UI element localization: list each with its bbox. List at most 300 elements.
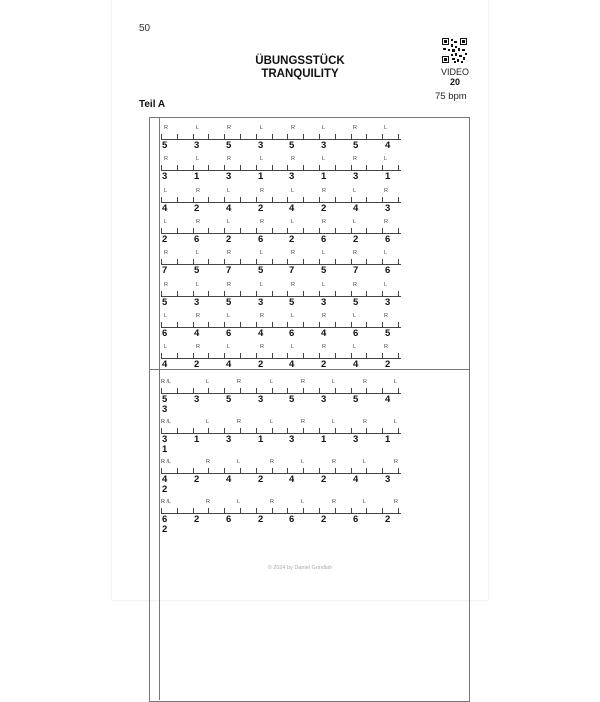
beat-tick [351, 197, 352, 203]
sticking-label: R [227, 125, 231, 131]
beat-tick [366, 134, 367, 140]
beat-tick [335, 468, 336, 474]
fret-number: 3 [226, 171, 232, 183]
sticking-label: L [384, 156, 388, 163]
fret-number: 2 [258, 474, 264, 485]
sticking-label: L [301, 499, 305, 505]
fret-number: 3 [194, 296, 200, 308]
sticking-label: L [206, 379, 210, 385]
fret-number: 3 [385, 202, 391, 214]
beat-tick [303, 388, 304, 394]
fret-number: 3 [162, 171, 168, 183]
sticking-label: R [260, 218, 264, 225]
fret-number: 3 [194, 140, 200, 151]
fret-number: 6 [194, 233, 200, 245]
sticking-label: R [164, 156, 168, 163]
sticking-label: R [353, 281, 357, 288]
beat-tick [398, 291, 399, 297]
sticking-label: R [394, 459, 398, 465]
sticking-label: L [237, 499, 241, 505]
fret-number: 4 [353, 202, 359, 214]
beat-tick [366, 508, 367, 514]
beat-tick [351, 508, 352, 514]
beat-tick [366, 165, 367, 171]
fret-number: 3 [321, 296, 327, 308]
beat-tick [351, 228, 352, 234]
beat-tick [335, 197, 336, 203]
beat-tick [256, 322, 257, 328]
beat-tick [208, 291, 209, 297]
fret-number: 3 [385, 474, 391, 485]
beat-tick [335, 291, 336, 297]
beat-tick [366, 353, 367, 359]
fret-number: 4 [194, 327, 200, 339]
fret-number: 5 [385, 327, 391, 339]
fret-number: 6 [353, 514, 359, 525]
beat-tick [177, 468, 178, 474]
fret-number: 6 [162, 514, 168, 525]
beat-tick [256, 134, 257, 140]
beat-tick [319, 197, 320, 203]
beat-tick [240, 134, 241, 140]
fret-number: 2 [321, 202, 327, 214]
beat-tick [398, 228, 399, 234]
fret-number: 4 [385, 394, 391, 405]
beat-tick [382, 353, 383, 359]
sticking-label: L [291, 312, 295, 319]
beat-tick [366, 197, 367, 203]
beat-tick [240, 353, 241, 359]
sticking-label: R [353, 250, 357, 257]
sticking-label: R /L [161, 459, 172, 465]
beat-tick [303, 165, 304, 171]
fret-number: 5 [353, 296, 359, 308]
sticking-label: L [260, 250, 264, 257]
fret-number: 3 [353, 171, 359, 183]
beat-tick [351, 165, 352, 171]
beat-tick [303, 291, 304, 297]
fret-number: 2 [321, 514, 327, 525]
fret-number: 4 [226, 474, 232, 485]
sticking-label: R [384, 312, 388, 319]
beat-tick [272, 197, 273, 203]
beat-tick [177, 353, 178, 359]
beat-tick [351, 259, 352, 265]
fret-number: 6 [289, 327, 295, 339]
fret-number: 4 [321, 327, 327, 339]
sticking-label: R [164, 125, 168, 131]
beat-tick [366, 259, 367, 265]
fret-number: 3 [194, 394, 200, 405]
beat-tick [256, 353, 257, 359]
fret-number: 4 [353, 359, 359, 371]
sticking-label: R [164, 250, 168, 257]
sticking-label: L [332, 379, 336, 385]
sticking-label: L [394, 419, 398, 425]
fret-number: 2 [321, 359, 327, 371]
beat-tick [272, 508, 273, 514]
fret-number: 4 [162, 202, 168, 214]
beat-tick [208, 165, 209, 171]
beat-tick [351, 428, 352, 434]
beat-tick [351, 322, 352, 328]
fret-number: 3 [162, 434, 168, 445]
sticking-label: R /L [161, 379, 172, 385]
sticking-label: R [301, 419, 305, 425]
sticking-label: L [206, 419, 210, 425]
fret-number: 2 [194, 514, 200, 525]
sticking-label: L [270, 379, 274, 385]
sticking-label: L [164, 312, 168, 319]
fret-number: 2 [194, 359, 200, 371]
beat-tick [177, 322, 178, 328]
fret-number: 2 [194, 474, 200, 485]
beat-tick [351, 353, 352, 359]
beat-tick [303, 468, 304, 474]
beat-tick [177, 228, 178, 234]
sticking-label: L [291, 218, 295, 225]
fret-number: 5 [289, 296, 295, 308]
fret-number: 6 [162, 327, 168, 339]
beat-tick [335, 259, 336, 265]
beat-tick [382, 428, 383, 434]
fret-number: 4 [385, 140, 391, 151]
sticking-label: L [291, 344, 295, 351]
beat-tick [303, 134, 304, 140]
fret-number: 2 [385, 359, 391, 371]
beat-tick [272, 134, 273, 140]
beat-tick [303, 428, 304, 434]
beat-tick [240, 508, 241, 514]
fret-number: 5 [226, 296, 232, 308]
page-number: 50 [139, 23, 151, 34]
fret-number: 7 [162, 265, 168, 277]
beat-tick [256, 468, 257, 474]
fret-number: 1 [321, 434, 327, 445]
sticking-label: L [260, 125, 264, 131]
beat-tick [256, 228, 257, 234]
fret-number: 7 [289, 265, 295, 277]
sticking-label: R /L [161, 499, 172, 505]
sticking-label: R [206, 459, 210, 465]
fret-number: 6 [226, 514, 232, 525]
fret-number: 3 [258, 296, 264, 308]
sticking-label: L [291, 187, 295, 194]
beat-tick [240, 468, 241, 474]
beat-tick [382, 134, 383, 140]
fret-number: 4 [353, 474, 359, 485]
beat-tick [351, 468, 352, 474]
fret-number: 4 [289, 474, 295, 485]
beat-tick [319, 134, 320, 140]
beat-tick [208, 197, 209, 203]
beat-tick [208, 259, 209, 265]
fret-number: 5 [289, 394, 295, 405]
beat-tick [398, 197, 399, 203]
sticking-label: L [237, 459, 241, 465]
sticking-label: R [363, 419, 367, 425]
beat-tick [398, 353, 399, 359]
sticking-label: L [384, 281, 388, 288]
sticking-label: R [227, 281, 231, 288]
beat-tick [272, 259, 273, 265]
fret-number: 4 [162, 474, 168, 485]
fret-number: 5 [321, 265, 327, 277]
sticking-label: R [384, 218, 388, 225]
fret-number: 6 [385, 265, 391, 277]
sticking-label: L [164, 218, 168, 225]
beat-tick [398, 388, 399, 394]
fret-number: 5 [226, 394, 232, 405]
beat-tick [335, 388, 336, 394]
beat-tick [366, 291, 367, 297]
sticking-label: R /L [161, 419, 172, 425]
beat-tick [208, 353, 209, 359]
fret-number: 2 [321, 474, 327, 485]
beat-tick [366, 388, 367, 394]
sticking-label: R [196, 344, 200, 351]
fret-number: 2 [385, 514, 391, 525]
fret-number: 3 [258, 394, 264, 405]
sticking-label: R [332, 459, 336, 465]
fret-number: 6 [289, 514, 295, 525]
fret-number: 5 [353, 394, 359, 405]
fret-number: 2 [194, 202, 200, 214]
fret-number: 6 [353, 327, 359, 339]
fret-number: 2 [258, 202, 264, 214]
beat-tick [240, 388, 241, 394]
video-label: VIDEO [440, 67, 469, 77]
beat-tick [319, 291, 320, 297]
fret-number: 1 [162, 444, 168, 455]
beat-tick [208, 428, 209, 434]
sticking-label: L [164, 187, 168, 194]
fret-number: 1 [258, 434, 264, 445]
beat-tick [272, 428, 273, 434]
frame-inner-line [159, 117, 160, 700]
sticking-label: R [164, 281, 168, 288]
fret-number: 2 [162, 233, 168, 245]
beat-tick [366, 228, 367, 234]
sticking-label: L [196, 125, 200, 131]
beat-tick [240, 197, 241, 203]
sticking-label: R [353, 125, 357, 131]
fret-number: 5 [162, 140, 168, 151]
sticking-label: L [394, 379, 398, 385]
sticking-label: L [353, 312, 357, 319]
fret-number: 6 [385, 233, 391, 245]
fret-number: 5 [353, 140, 359, 151]
sticking-label: R [291, 156, 295, 163]
beat-tick [366, 468, 367, 474]
beat-tick [366, 322, 367, 328]
sticking-label: L [260, 281, 264, 288]
fret-number: 5 [162, 296, 168, 308]
sticking-label: R [322, 344, 326, 351]
beat-tick [240, 259, 241, 265]
sticking-label: R [291, 250, 295, 257]
beat-tick [351, 388, 352, 394]
sticking-label: R [322, 312, 326, 319]
sticking-label: R [394, 499, 398, 505]
fret-number: 6 [226, 327, 232, 339]
fret-number: 4 [289, 359, 295, 371]
sticking-label: R [196, 312, 200, 319]
beat-tick [319, 468, 320, 474]
sticking-label: R [227, 156, 231, 163]
beat-tick [319, 228, 320, 234]
beat-tick [382, 508, 383, 514]
beat-tick [398, 508, 399, 514]
sticking-label: R [270, 459, 274, 465]
beat-tick [272, 353, 273, 359]
beat-tick [177, 134, 178, 140]
fret-number: 3 [321, 140, 327, 151]
piece-title-line2: TRANQUILITY [261, 68, 339, 80]
beat-tick [177, 388, 178, 394]
fret-number: 3 [289, 171, 295, 183]
beat-tick [240, 165, 241, 171]
beat-tick [382, 259, 383, 265]
beat-tick [319, 165, 320, 171]
beat-tick [177, 165, 178, 171]
beat-tick [256, 428, 257, 434]
sticking-label: L [227, 218, 231, 225]
beat-tick [256, 291, 257, 297]
fret-number: 4 [226, 359, 232, 371]
sticking-label: R [270, 499, 274, 505]
sticking-label: R [353, 156, 357, 163]
sticking-label: R [322, 187, 326, 194]
beat-tick [272, 388, 273, 394]
beat-tick [177, 508, 178, 514]
qr-code-icon[interactable] [441, 37, 468, 64]
video-number: 20 [449, 77, 460, 87]
sticking-label: L [363, 459, 367, 465]
beat-tick [240, 322, 241, 328]
beat-tick [177, 428, 178, 434]
beat-tick [240, 228, 241, 234]
beat-tick [382, 228, 383, 234]
sticking-label: L [164, 344, 168, 351]
fret-number: 2 [226, 233, 232, 245]
beat-tick [398, 428, 399, 434]
sticking-label: L [353, 187, 357, 194]
beat-tick [382, 468, 383, 474]
beat-tick [177, 259, 178, 265]
fret-number: 1 [385, 434, 391, 445]
fret-number: 2 [258, 359, 264, 371]
sticking-label: L [322, 281, 326, 288]
sticking-label: R [301, 379, 305, 385]
fret-number: 2 [289, 233, 295, 245]
fret-number: 4 [226, 202, 232, 214]
sticking-label: R [384, 344, 388, 351]
beat-tick [256, 197, 257, 203]
sticking-label: R [237, 379, 241, 385]
beat-tick [208, 322, 209, 328]
beat-tick [303, 197, 304, 203]
fret-number: 3 [289, 434, 295, 445]
beat-tick [319, 508, 320, 514]
beat-tick [335, 165, 336, 171]
beat-tick [272, 322, 273, 328]
sticking-label: L [270, 419, 274, 425]
sticking-label: L [227, 344, 231, 351]
sticking-label: R [322, 218, 326, 225]
sticking-label: R [332, 499, 336, 505]
beat-tick [256, 508, 257, 514]
beat-tick [319, 353, 320, 359]
sticking-label: L [322, 125, 326, 131]
copyright-footer: © 2024 by Daniel Grindlah [267, 565, 333, 571]
beat-tick [303, 508, 304, 514]
fret-number: 3 [226, 434, 232, 445]
sticking-label: R [196, 218, 200, 225]
beat-tick [398, 165, 399, 171]
fret-number: 7 [353, 265, 359, 277]
beat-tick [256, 388, 257, 394]
sticking-label: L [353, 344, 357, 351]
sticking-label: L [260, 156, 264, 163]
sticking-label: L [196, 156, 200, 163]
beat-tick [303, 259, 304, 265]
beat-tick [319, 259, 320, 265]
beat-tick [382, 165, 383, 171]
sticking-label: L [301, 459, 305, 465]
beat-tick [382, 291, 383, 297]
beat-tick [272, 468, 273, 474]
beat-tick [335, 428, 336, 434]
beat-tick [208, 468, 209, 474]
fret-number: 5 [226, 140, 232, 151]
fret-number: 1 [194, 171, 200, 183]
fret-number: 5 [258, 265, 264, 277]
beat-tick [398, 259, 399, 265]
sticking-label: R [291, 281, 295, 288]
sticking-label: L [227, 312, 231, 319]
beat-tick [272, 228, 273, 234]
beat-tick [319, 388, 320, 394]
sticking-label: L [384, 250, 388, 257]
beat-tick [335, 134, 336, 140]
fret-number: 2 [353, 233, 359, 245]
beat-tick [208, 508, 209, 514]
sticking-label: R [227, 250, 231, 257]
sticking-label: L [363, 499, 367, 505]
fret-number: 1 [258, 171, 264, 183]
tempo-label: 75 bpm [435, 91, 467, 102]
beat-tick [208, 388, 209, 394]
fret-number: 5 [289, 140, 295, 151]
fret-number: 2 [258, 514, 264, 525]
sticking-label: L [196, 250, 200, 257]
fret-number: 7 [226, 265, 232, 277]
beat-tick [303, 353, 304, 359]
sticking-label: L [384, 125, 388, 131]
beat-tick [398, 468, 399, 474]
sticking-label: L [227, 187, 231, 194]
fret-number: 2 [162, 484, 168, 495]
beat-tick [177, 291, 178, 297]
beat-tick [272, 291, 273, 297]
sticking-label: R [260, 344, 264, 351]
beat-tick [303, 322, 304, 328]
fret-number: 3 [258, 140, 264, 151]
fret-number: 3 [321, 394, 327, 405]
sticking-label: R [260, 312, 264, 319]
beat-tick [335, 322, 336, 328]
